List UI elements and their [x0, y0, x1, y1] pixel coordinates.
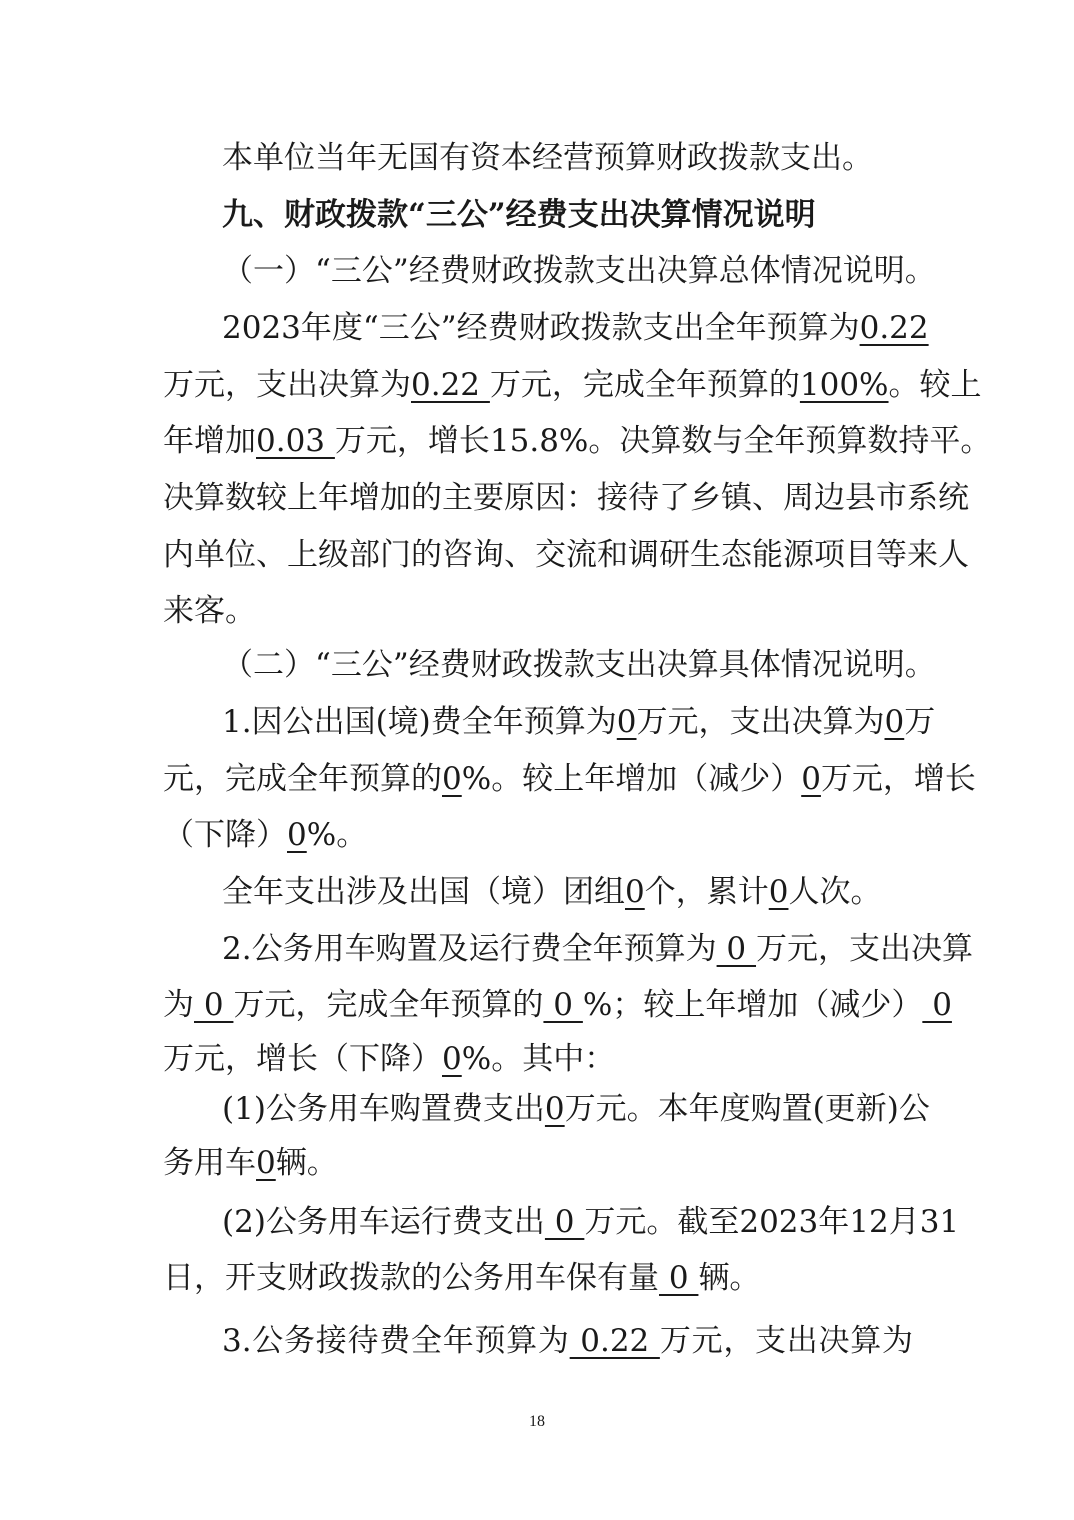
text-run: 务用车 [163, 1145, 256, 1181]
text-run: （二）“三公”经费财政拨款支出决算具体情况说明。 [222, 647, 936, 683]
section-heading [222, 187, 913, 243]
page-number: 18 [529, 1413, 545, 1430]
text-run: %；较上年增加（减少） [582, 987, 923, 1023]
underlined-value: 0 [194, 987, 234, 1023]
underlined-value: 0 [442, 1041, 462, 1077]
text-run: 九、财政拨款“三公”经费支出决算情况说明 [222, 197, 816, 233]
text-run: 为 [163, 987, 194, 1023]
text-run: 万元，完成全年预算的 [233, 987, 544, 1023]
underlined-value: 0 [884, 704, 905, 740]
text-run: (1)公务用车购置费支出 [222, 1091, 545, 1127]
text-line [222, 300, 929, 356]
text-line [163, 807, 913, 863]
text-line [163, 1031, 913, 1087]
text-run: 全年支出涉及出国（境）团组 [222, 874, 625, 910]
text-run: 万元，增长15.8%。决算数与全年预算数持平。 [334, 423, 992, 459]
underlined-value: 0.22 [569, 1323, 660, 1359]
underlined-value: 0 [442, 761, 462, 797]
underlined-value: 0 [544, 1091, 565, 1127]
text-line [163, 751, 976, 807]
text-run: 万元，支出决算为 [659, 1323, 913, 1359]
text-run: 万元，支出决算为 [636, 704, 885, 740]
text-line [222, 1194, 960, 1250]
text-run: (2)公务用车运行费支出 [222, 1204, 545, 1240]
text-run: 年增加 [163, 423, 256, 459]
text-run: 万元，支出决算 [756, 931, 974, 967]
text-run: 人次。 [788, 874, 882, 910]
underlined-value: 0 [616, 704, 637, 740]
underlined-value: 0.22 [411, 367, 490, 403]
text-run: %。 [306, 817, 368, 853]
underlined-value: 0.22 [859, 310, 929, 346]
text-run: 日，开支财政拨款的公务用车保有量 [163, 1260, 659, 1296]
text-run: 万元，支出决算为 [163, 367, 411, 403]
text-line [222, 921, 974, 977]
text-run: 。较上 [888, 367, 982, 403]
text-run: 2023年度“三公”经费财政拨款支出全年预算为 [222, 310, 860, 346]
text-run: 万元。本年度购置(更新)公 [564, 1091, 930, 1127]
underlined-value: 100% [799, 367, 889, 403]
text-run: 万元，增长 [820, 761, 976, 797]
text-line [163, 527, 969, 583]
underlined-value: 0 [625, 874, 645, 910]
text-line [163, 1135, 913, 1191]
text-run: 万 [904, 704, 936, 740]
underlined-value: 0 [287, 817, 307, 853]
text-run: %。较上年增加（减少） [461, 761, 802, 797]
text-run: （一）“三公”经费财政拨款支出决算总体情况说明。 [222, 253, 936, 289]
text-run: 万元，增长（下降） [163, 1041, 442, 1077]
text-line [222, 1081, 930, 1137]
text-line [222, 864, 913, 920]
underlined-value: 0 [659, 1260, 699, 1296]
text-line [163, 413, 992, 469]
text-line [163, 357, 982, 413]
text-run: 辆。 [698, 1260, 761, 1296]
text-run: 2.公务用车购置及运行费全年预算为 [222, 931, 717, 967]
text-run: 万元，完成全年预算的 [489, 367, 800, 403]
underlined-value: 0 [256, 1145, 276, 1181]
text-line [163, 583, 913, 639]
underlined-value: 0.03 [256, 423, 335, 459]
text-run: 内单位、上级部门的咨询、交流和调研生态能源项目等来人 [163, 537, 969, 573]
text-run: 本单位当年无国有资本经营预算财政拨款支出。 [222, 140, 873, 176]
text-run: 来客。 [163, 593, 256, 629]
text-run: 3.公务接待费全年预算为 [222, 1323, 570, 1359]
underlined-value: 0 [544, 1204, 585, 1240]
text-run: 个，累计 [644, 874, 769, 910]
text-run: 决算数较上年增加的主要原因：接待了乡镇、周边县市系统 [163, 480, 969, 516]
underlined-value: 0 [716, 931, 757, 967]
text-run: 万元。截至2023年12月31 [584, 1204, 960, 1240]
text-run: 1.因公出国(境)费全年预算为 [222, 704, 617, 740]
text-line [222, 243, 936, 299]
text-line [222, 694, 936, 750]
underlined-value: 0 [801, 761, 821, 797]
underlined-value: 0 [922, 987, 952, 1023]
text-run: %。其中： [461, 1041, 616, 1077]
text-run: 元，完成全年预算的 [163, 761, 442, 797]
text-run: 辆。 [275, 1145, 338, 1181]
underlined-value: 0 [543, 987, 583, 1023]
text-line [163, 977, 952, 1033]
text-run: （下降） [163, 817, 287, 853]
text-line [222, 637, 936, 693]
text-line [163, 470, 969, 526]
underlined-value: 0 [768, 874, 789, 910]
text-line [222, 1313, 913, 1369]
text-line [163, 1250, 913, 1306]
text-line [222, 130, 913, 186]
